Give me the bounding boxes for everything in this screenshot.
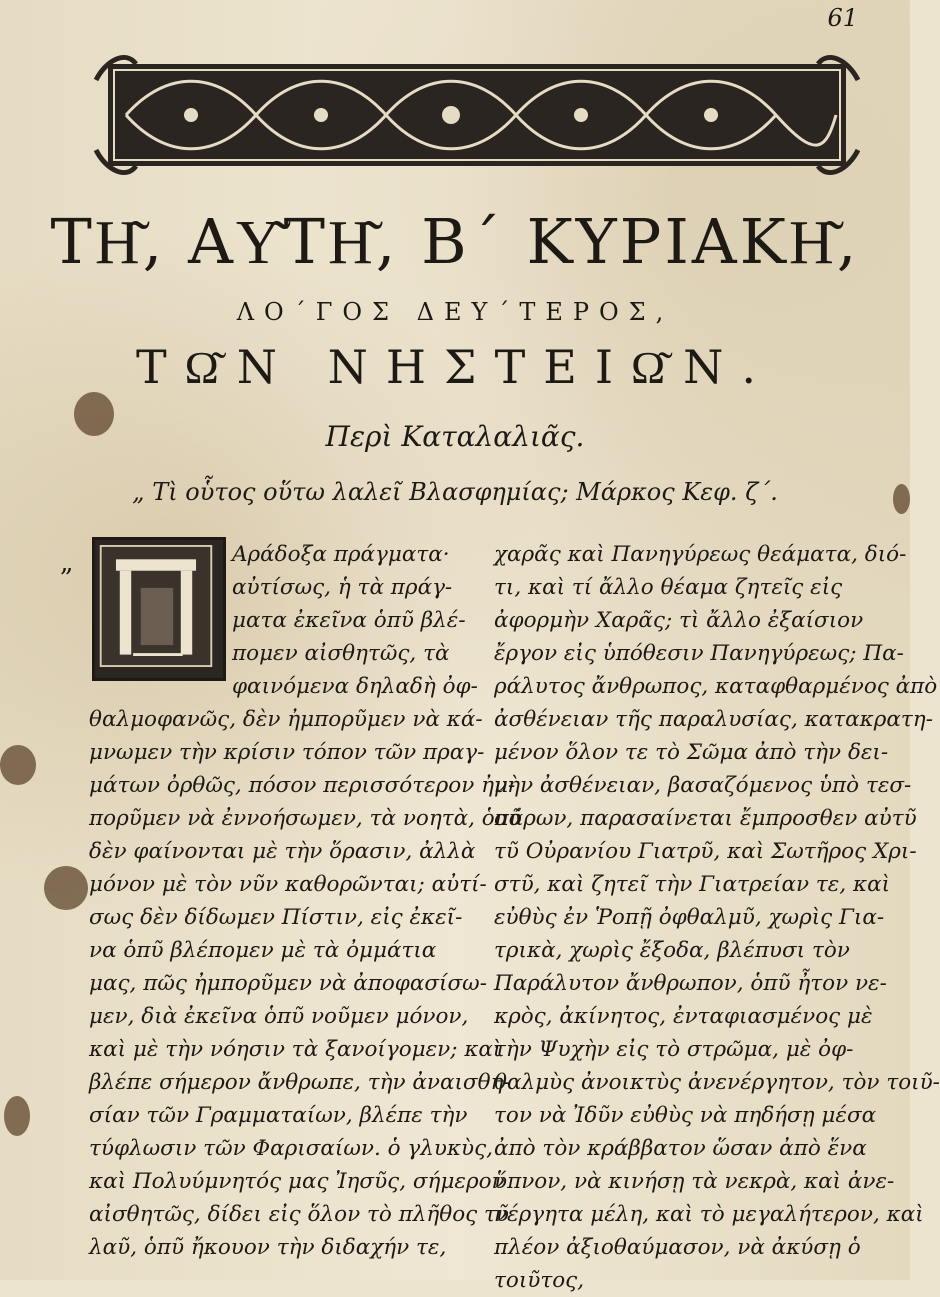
text-line: τοιῦτος,: [494, 1268, 585, 1293]
text-line: θαλμοφανῶς, δὲν ἠμπορῦμεν νὰ κά-: [89, 707, 483, 732]
subtitle-nisteion: ΤΩ͂Ν ΝΗΣΤΕΙΩ͂Ν.: [135, 340, 775, 394]
text-line: εὐθὺς ἐν Ῥοπῇ ὀφθαλμῦ, χωρὶς Για-: [494, 905, 885, 930]
text-line: να ὁπῦ βλέπομεν μὲ τὰ ὀμμάτια: [89, 938, 437, 963]
left-column-top-text: [232, 538, 477, 703]
text-line: ἔργον εἰς ὑπόθεσιν Πανηγύρεως; Πα-: [494, 641, 904, 666]
text-line: καὶ μὲ τὴν νόησιν τὰ ξανοίγομεν; καὶ: [89, 1037, 502, 1062]
page-title: ΤΗ͂, ΑΥ͂ΤΗ͂, Β΄ ΚΥΡΙΑΚΗ͂,: [50, 205, 860, 278]
text-line: τύφλωσιν τῶν Φαρισαίων. ὁ γλυκὺς,: [89, 1136, 493, 1161]
text-line: λαῦ, ὁπῦ ἤκουον τὴν διδαχήν τε,: [89, 1235, 447, 1260]
text-line: φαινόμενα δηλαδὴ ὀφ-: [232, 674, 478, 699]
text-line: νέργητα μέλη, καὶ τὸ μεγαλήτερον, καὶ: [494, 1202, 924, 1227]
text-line: μάτων ὀρθῶς, πόσον περισσότερον ἠμ-: [89, 773, 516, 798]
text-line: καὶ Πολυύμνητός μας Ἰησῦς, σήμερον: [89, 1169, 505, 1194]
text-line: τι, καὶ τί ἄλλο θέαμα ζητεῖς εἰς: [494, 575, 843, 600]
paper-stain: [0, 745, 36, 785]
text-line: αὐτίσως, ἡ τὰ πράγ-: [232, 575, 453, 600]
paper-stain: [4, 1096, 30, 1136]
text-line: βλέπε σήμερον ἄνθρωπε, τὴν ἀναισθη-: [89, 1070, 511, 1095]
text-line: Παράλυτον ἄνθρωπον, ὁπῦ ἦτον νε-: [494, 971, 887, 996]
page-number: 61: [827, 4, 858, 32]
text-line: μνωμεν τὴν κρίσιν τόπον τῶν πραγ-: [89, 740, 485, 765]
text-line: μεν, διὰ ἐκεῖνα ὁπῦ νοῦμεν μόνον,: [89, 1004, 469, 1029]
left-column-body-text: [89, 703, 522, 1264]
text-line: τον νὰ Ἰδῦν εὐθὺς νὰ πηδήσῃ μέσα: [494, 1103, 877, 1128]
text-line: θαλμὺς ἀνοικτὺς ἀνενέργητον, τὸν τοιῦ-: [494, 1070, 940, 1095]
text-line: δὲν φαίνονται μὲ τὴν ὅρασιν, ἀλλὰ: [89, 839, 476, 864]
text-line: πορῦμεν νὰ ἐννοήσωμεν, τὰ νοητὰ, ὁπῦ: [89, 806, 522, 831]
section-heading: Περὶ Καταλαλιᾶς.: [325, 420, 585, 453]
text-line: πλέον ἀξιοθαύμασον, νὰ ἀκύσῃ ὁ: [494, 1235, 861, 1260]
text-line: στῦ, καὶ ζητεῖ τὴν Γιατρείαν τε, καὶ: [494, 872, 891, 897]
right-column-body-text: [494, 538, 940, 1297]
text-line: τρικὰ, χωρὶς ἔξοδα, βλέπυσι τὸν: [494, 938, 850, 963]
text-line: ἀφορμὴν Χαρᾶς; τὶ ἄλλο ἐξαίσιον: [494, 608, 864, 633]
text-line: χαρᾶς καὶ Πανηγύρεως θεάματα, διό-: [494, 542, 907, 567]
text-line: μόνον μὲ τὸν νῦν καθορῶνται; αὐτί-: [89, 872, 487, 897]
paper-stain: [44, 866, 88, 910]
opening-quote-mark: „: [60, 548, 74, 578]
text-line: ματα ἐκεῖνα ὁπῦ βλέ-: [232, 608, 466, 633]
text-line: τῦ Οὐρανίου Γιατρῦ, καὶ Σωτῆρος Χρι-: [494, 839, 917, 864]
text-line: σως δὲν δίδωμεν Πίστιν, εἰς ἐκεῖ-: [89, 905, 463, 930]
text-line: αἰσθητῶς, δίδει εἰς ὅλον τὸ πλῆθος τῦ: [89, 1202, 510, 1227]
text-line: τὴν Ψυχὴν εἰς τὸ στρῶμα, μὲ ὀφ-: [494, 1037, 854, 1062]
text-line: ὕπνον, νὰ κινήσῃ τὰ νεκρὰ, καὶ ἀνε-: [494, 1169, 895, 1194]
text-line: Αράδοξα πράγματα·: [232, 542, 450, 567]
text-line: ἀσθένειαν τῆς παραλυσίας, κατακρατη-: [494, 707, 933, 732]
text-line: νὴν ἀσθένειαν, βασαζόμενος ὑπὸ τεσ-: [494, 773, 912, 798]
text-line: μένον ὅλον τε τὸ Σῶμα ἀπὸ τὴν δει-: [494, 740, 889, 765]
text-line: σίαν τῶν Γραμματαίων, βλέπε τὴν: [89, 1103, 468, 1128]
text-line: σάρων, παρασαίνεται ἔμπροσθεν αὐτῦ: [494, 806, 917, 831]
text-line: κρὸς, ἀκίνητος, ἐνταφιασμένος μὲ: [494, 1004, 873, 1029]
subtitle-logos: ΛΟ΄ΓΟΣ ΔΕΥ΄ΤΕΡΟΣ,: [236, 298, 674, 326]
text-line: πομεν αἰσθητῶς, τὰ: [232, 641, 450, 666]
text-line: ράλυτος ἄνθρωπος, καταφθαρμένος ἀπὸ: [494, 674, 938, 699]
woodcut-initial-icon: [92, 537, 226, 681]
epigraph-quote: „ Τὶ οὗτος οὕτω λαλεῖ Βλασφημίας; Μάρκος Κεφ. ζ΄.: [132, 478, 778, 506]
baroque-headpiece-icon: [96, 50, 858, 180]
text-line: μας, πῶς ἠμπορῦμεν νὰ ἀποφασίσω-: [89, 971, 487, 996]
text-line: ἀπὸ τὸν κράββατον ὥσαν ἀπὸ ἕνα: [494, 1136, 867, 1161]
